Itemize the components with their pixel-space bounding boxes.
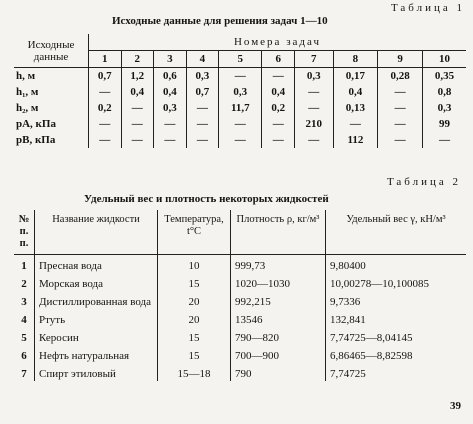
table-cell: — [89,84,122,100]
cell-no: 5 [21,332,27,344]
table1-column-header: 8 [333,51,378,68]
cell-temp: 10 [158,255,231,274]
param-label: pB, кПа [16,134,56,146]
cell-weight: 7,74725 [326,363,467,381]
cell-density: 13546 [231,309,326,327]
cell-density: 700—900 [231,345,326,363]
param-label: h₂, м [16,102,39,114]
table-cell: 0,2 [262,100,295,116]
cell-temp: 15 [158,327,231,345]
table2-label: Таблица 2 [386,176,461,188]
table-cell: — [186,132,219,148]
cell-name: Спирт этиловый [35,363,158,381]
table-cell: — [378,132,423,148]
cell-density: 999,73 [231,255,326,274]
table1-column-header: 5 [219,51,262,68]
table-cell: 0,4 [262,84,295,100]
table-cell: 0,17 [333,68,378,85]
page-number: 39 [450,400,461,412]
table-cell: 0,7 [186,84,219,100]
cell-no: 2 [21,278,27,290]
table-row [14,327,466,345]
table-cell: 99 [422,116,466,132]
table-cell: — [89,132,122,148]
table-row [14,363,466,381]
table1-column-header: 7 [295,51,334,68]
table-cell: — [378,84,423,100]
table-cell: 0,3 [422,100,466,116]
cell-name: Нефть натуральная [35,345,158,363]
table-row [14,100,466,116]
table1-header-row [14,34,466,51]
table-cell: — [89,116,122,132]
cell-weight: 132,841 [326,309,467,327]
param-label: h₁, м [16,86,39,98]
table-cell: 1,2 [121,68,154,85]
table-cell: — [262,116,295,132]
table1-header-group: Номера задач [89,34,467,51]
cell-temp: 15—18 [158,363,231,381]
table2-header-weight: Удельный вес γ, кН/м³ [326,210,467,255]
cell-density: 790—820 [231,327,326,345]
table-cell: 0,3 [154,100,187,116]
table-cell: 0,28 [378,68,423,85]
table-cell: — [154,116,187,132]
table-cell: 0,4 [333,84,378,100]
cell-temp: 20 [158,309,231,327]
table-cell: 11,7 [219,100,262,116]
table-row [14,132,466,148]
cell-density: 1020—1030 [231,273,326,291]
table-row [14,116,466,132]
cell-weight: 6,86465—8,82598 [326,345,467,363]
table-cell: 0,4 [154,84,187,100]
table-cell: — [121,132,154,148]
table-cell: 0,8 [422,84,466,100]
table-cell: — [378,116,423,132]
cell-name: Ртуть [35,309,158,327]
table-cell: — [219,68,262,85]
cell-name: Пресная вода [35,255,158,274]
table-cell: 210 [295,116,334,132]
table-row [14,345,466,363]
table-cell: 0,3 [186,68,219,85]
table-cell: — [333,116,378,132]
table-cell: 0,4 [121,84,154,100]
table1 [14,34,466,148]
cell-name: Керосин [35,327,158,345]
table-cell: — [186,116,219,132]
table1-title: Исходные данные для решения задач 1—10 [112,15,328,27]
table-cell: 0,13 [333,100,378,116]
table-row [14,68,466,85]
table-row [14,255,466,274]
cell-name: Дистиллированная вода [35,291,158,309]
table-cell: — [121,100,154,116]
table-cell: 0,3 [295,68,334,85]
table-cell: — [295,84,334,100]
table2-header-row [14,210,466,255]
table-cell: — [378,100,423,116]
cell-weight: 10,00278—10,100085 [326,273,467,291]
table-cell: 0,35 [422,68,466,85]
table1-column-header: 9 [378,51,423,68]
table-cell: — [219,116,262,132]
table1-column-header: 6 [262,51,295,68]
cell-no: 3 [21,296,27,308]
table2-header-name: Название жидкости [35,210,158,255]
table1-label: Таблица 1 [390,2,465,14]
cell-temp: 15 [158,345,231,363]
table-cell: — [154,132,187,148]
cell-no: 6 [21,350,27,362]
cell-name: Морская вода [35,273,158,291]
table-row [14,84,466,100]
table-row [14,273,466,291]
table1-column-header: 2 [121,51,154,68]
table1-column-header: 10 [422,51,466,68]
table2-header-temp: Температура, t°C [158,210,231,255]
cell-weight: 7,74725—8,04145 [326,327,467,345]
cell-no: 7 [21,368,27,380]
table1-column-header: 1 [89,51,122,68]
param-label: h, м [16,70,36,82]
table-cell: — [295,100,334,116]
table-row [14,291,466,309]
cell-temp: 20 [158,291,231,309]
cell-no: 1 [21,260,27,272]
cell-density: 790 [231,363,326,381]
param-label: pA, кПа [16,118,56,130]
table-cell: 0,6 [154,68,187,85]
cell-density: 992,215 [231,291,326,309]
cell-weight: 9,7336 [326,291,467,309]
table-cell: — [219,132,262,148]
table-cell: — [121,116,154,132]
table2-title: Удельный вес и плотность некоторых жидкостей [84,193,329,205]
table1-column-header: 4 [186,51,219,68]
table2-header-no: № п. п. [14,210,35,255]
table2 [14,210,466,381]
table-cell: — [422,132,466,148]
table1-header-params: Исходные данные [14,34,89,68]
table-cell: 112 [333,132,378,148]
table2-header-density: Плотность ρ, кг/м³ [231,210,326,255]
table-cell: — [186,100,219,116]
table1-body [14,68,466,149]
table-cell: — [262,132,295,148]
table-cell: — [262,68,295,85]
table-cell: 0,3 [219,84,262,100]
table-cell: 0,2 [89,100,122,116]
cell-temp: 15 [158,273,231,291]
cell-no: 4 [21,314,27,326]
table-cell: — [295,132,334,148]
table1-column-header: 3 [154,51,187,68]
table2-body [14,255,466,382]
table-row [14,309,466,327]
cell-weight: 9,80400 [326,255,467,274]
table-cell: 0,7 [89,68,122,85]
